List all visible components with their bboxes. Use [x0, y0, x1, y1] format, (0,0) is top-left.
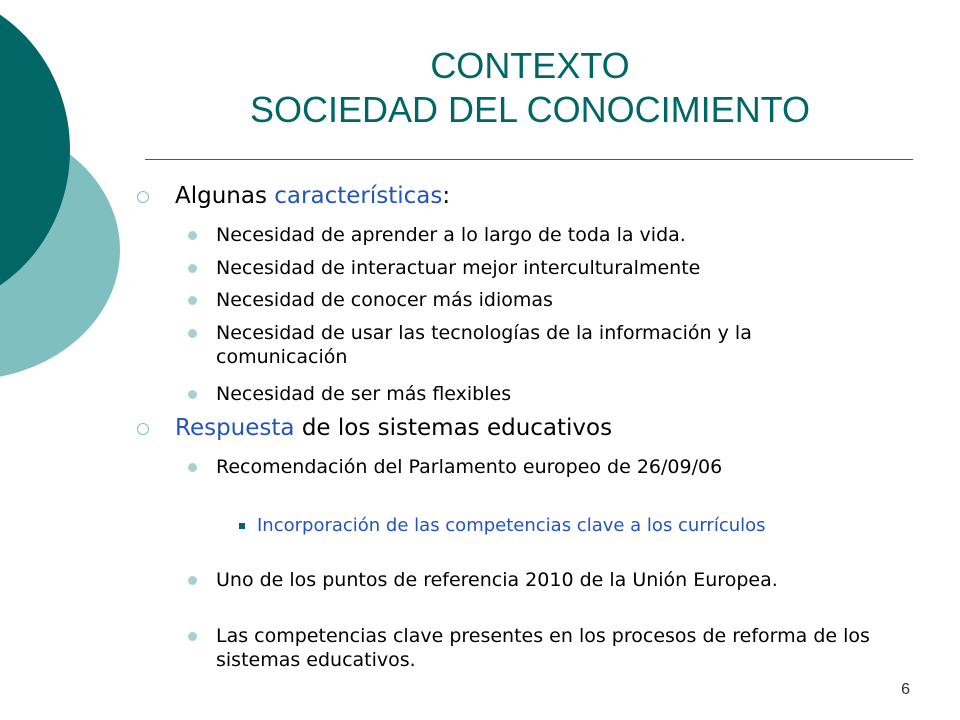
ring-bullet-icon — [137, 423, 149, 435]
sub-bullet-text: Las competencias clave presentes en los procesos de reforma de los sistemas educativos. — [216, 625, 870, 671]
dot-bullet-icon — [188, 231, 197, 240]
sub-bullet-text: Necesidad de aprender a lo largo de toda la vida. — [216, 224, 686, 246]
dot-bullet-icon — [188, 390, 197, 399]
bullet-caracteristicas — [175, 183, 450, 209]
sub-bullet-text: Necesidad de usar las tecnologías de la información y la comunicación — [216, 322, 752, 368]
dot-bullet-icon — [188, 576, 197, 585]
sub-bullet — [216, 288, 876, 312]
sub-bullet-text: Necesidad de conocer más idiomas — [216, 289, 553, 311]
ring-bullet-icon — [137, 191, 149, 203]
sub-bullet — [216, 223, 876, 247]
bullet-text: Algunas — [175, 183, 275, 209]
sub-bullet — [216, 321, 881, 369]
slide-title — [150, 44, 910, 132]
dot-bullet-icon — [188, 632, 197, 641]
title-line-1: CONTEXTO — [430, 45, 630, 86]
bullet-highlight: características — [274, 183, 443, 209]
bullet-suffix: : — [442, 183, 451, 209]
sub-bullet — [216, 256, 876, 280]
sub-bullet — [216, 382, 876, 406]
bullet-respuesta — [175, 415, 612, 441]
sub-sub-bullet — [257, 515, 857, 537]
dot-bullet-icon — [188, 463, 197, 472]
bullet-text: de los sistemas educativos — [294, 415, 613, 441]
bullet-highlight: Respuesta — [175, 415, 295, 441]
dot-bullet-icon — [188, 264, 197, 273]
sub-bullet-text: Necesidad de interactuar mejor interculturalmente — [216, 257, 701, 279]
sub-bullet-text: Necesidad de ser más flexibles — [216, 383, 512, 405]
sub-bullet — [216, 624, 881, 672]
title-divider — [145, 159, 913, 160]
sub-sub-bullet-text: Incorporación de las competencias clave a los currículos — [257, 515, 766, 536]
dot-bullet-icon — [188, 296, 197, 305]
sub-bullet-text: Recomendación del Parlamento europeo de 26/09/06 — [216, 456, 723, 478]
page-number: 6 — [901, 681, 910, 698]
title-line-2: SOCIEDAD DEL CONOCIMIENTO — [249, 89, 811, 130]
sub-bullet — [216, 568, 876, 592]
square-bullet-icon — [239, 523, 245, 529]
sub-bullet-text: Uno de los puntos de referencia 2010 de la Unión Europea. — [216, 569, 778, 591]
dot-bullet-icon — [188, 329, 197, 338]
sub-bullet — [216, 455, 796, 479]
